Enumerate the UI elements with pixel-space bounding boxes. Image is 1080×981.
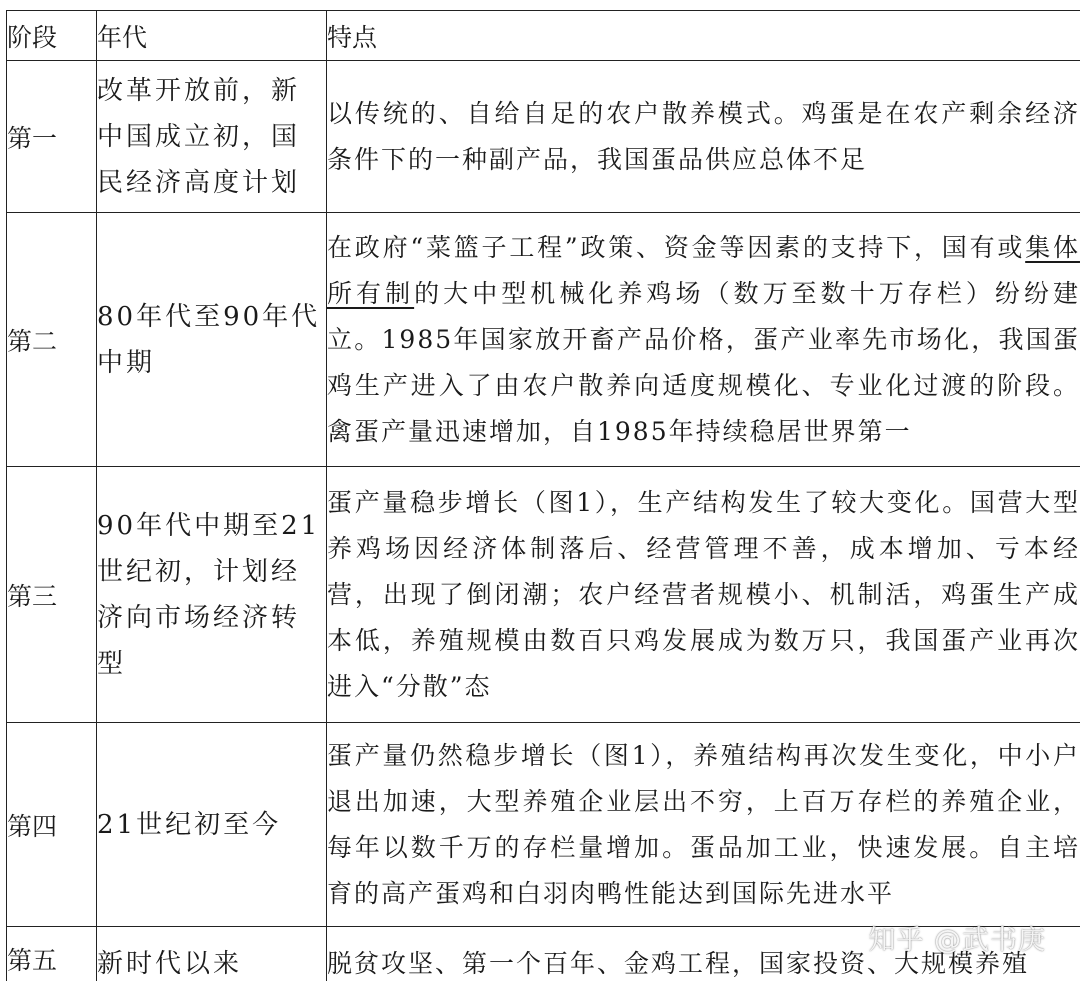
table-row	[7, 213, 1080, 467]
era-cell: 90年代中期至21世纪初，计划经济向市场经济转型	[97, 467, 327, 723]
zhihu-watermark: 知乎 @武书庚	[868, 925, 1046, 956]
stage-cell: 第二	[7, 213, 97, 467]
stage-cell: 第一	[7, 61, 97, 213]
header-features: 特点	[327, 11, 1080, 61]
era-cell: 新时代以来	[97, 927, 327, 981]
era-cell: 80年代至90年代中期	[97, 213, 327, 467]
features-text: 在政府“菜篮子工程”政策、资金等因素的支持下，国有或	[327, 232, 1026, 262]
table-row	[7, 723, 1080, 927]
stage-cell: 第四	[7, 723, 97, 927]
table-header-row	[7, 11, 1080, 61]
era-cell: 改革开放前，新中国成立初，国民经济高度计划	[97, 61, 327, 213]
stage-cell: 第三	[7, 467, 97, 723]
table-row	[7, 467, 1080, 723]
features-cell: 蛋产量仍然稳步增长（图1），养殖结构再次发生变化，中小户退出加速，大型养殖企业层出不穷，上百万存栏的养殖企业，每年以数千万的存栏量增加。蛋品加工业，快速发展。自主培育的高产蛋鸡和白羽肉鸭性能达到国际先进水平	[327, 723, 1080, 927]
features-cell: 以传统的、自给自足的农户散养模式。鸡蛋是在农产剩余经济条件下的一种副产品，我国蛋品供应总体不足	[327, 61, 1080, 213]
features-cell	[327, 213, 1080, 467]
features-cell: 脱贫攻坚、第一个百年、金鸡工程，国家投资、大规模养殖	[327, 927, 1080, 981]
table-row	[7, 61, 1080, 213]
era-cell: 21世纪初至今	[97, 723, 327, 927]
stage-cell: 第五	[7, 927, 97, 981]
header-stage: 阶段	[7, 11, 97, 61]
features-text: 的大中型机械化养鸡场（数万至数十万存栏）纷纷建立。1985年国家放开畜产品价格，蛋产业率先市场化，我国蛋鸡生产进入了由农户散养向适度规模化、专业化过渡的阶段。禽蛋产量迅速增加，自1985年持续稳居世界第一	[327, 278, 1080, 446]
collective-ownership-link[interactable]: 集体所有制	[327, 232, 1080, 308]
features-cell: 蛋产量稳步增长（图1），生产结构发生了较大变化。国营大型养鸡场因经济体制落后、经营管理不善，成本增加、亏本经营，出现了倒闭潮；农户经营者规模小、机制活，鸡蛋生产成本低，养殖规模由数百只鸡发展成为数万只，我国蛋产业再次进入“分散”态	[327, 467, 1080, 723]
egg-industry-stages-table	[6, 10, 1080, 981]
header-era: 年代	[97, 11, 327, 61]
